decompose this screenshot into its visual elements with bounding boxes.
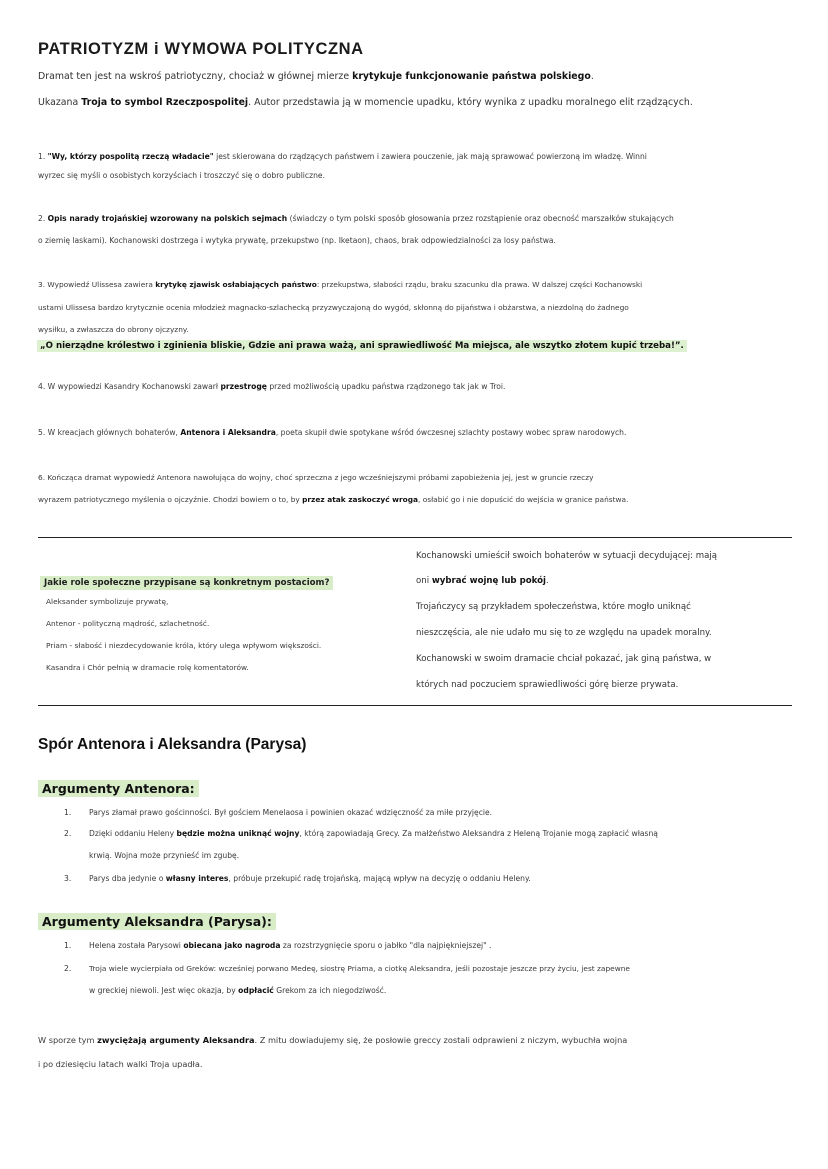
point-5 [38, 428, 626, 437]
right-note-line-1: Kochanowski umieścił swoich bohaterów w sytuacji decydującej: mają [416, 551, 718, 561]
argument-bold: własny interes [165, 874, 229, 883]
right-note-line-4: nieszczęścia, ale nie udało mu się to ze względu na upadek moralny. [416, 628, 712, 638]
highlighted-quote: „O nierządne królestwo i zginienia bliskie, Gdzie ani prawa ważą, ani sprawiedliwość Ma miejsca, ale wszytko złotem kupić trzeba!”. [37, 340, 687, 352]
page-title: PATRIOTYZM i WYMOWA POLITYCZNA [38, 40, 364, 58]
antenor-argument-2-cont: krwią. Wojna może przynieść im zgubę. [89, 851, 240, 860]
point-bold: Opis narady trojańskiej wzorowany na polskich sejmach [47, 214, 288, 223]
point-text: (świadczy o tym polski sposób głosowania przez rozstąpienie oraz obecność marszałków stukających [287, 214, 674, 223]
intro-line-1 [38, 71, 594, 82]
point-4 [38, 382, 505, 391]
argument-text: Parys dba jedynie o [89, 874, 166, 883]
point-bold: przestrogę [220, 382, 267, 391]
note-bold: wybrać wojnę lub pokój [431, 576, 546, 586]
conclusion-text: W sporze tym [38, 1035, 98, 1045]
antenor-arguments-title: Argumenty Antenora: [38, 780, 199, 797]
point-2-line-2: o ziemię laskami). Kochanowski dostrzega i wytyka prywatę, przekupstwo (np. Iketaon), chaos, brak odpowiedzialności za losy państwa. [38, 236, 556, 245]
right-note-line-5: Kochanowski w swoim dramacie chciał pokazać, jak giną państwa, w [416, 654, 712, 664]
antenor-argument-3 [89, 874, 531, 883]
right-note-line-3: Trojańczycy są przykładem społeczeństwa, które mogło uniknąć [416, 602, 691, 612]
point-text: jest skierowana do rządzących państwem i zawiera pouczenie, jak mają sprawować powierzoną im władzę. Winni [213, 152, 647, 161]
list-number: 3. [64, 874, 72, 883]
point-1-line-1 [38, 152, 647, 161]
intro-bold: Troja to symbol Rzeczpospolitej [81, 97, 249, 108]
point-1-line-2: wyrzec się myśli o osobistych korzyściach i troszczyć się o dobro publiczne. [38, 171, 325, 180]
point-text: wyrazem patriotycznego myślenia o ojczyźnie. Chodzi bowiem o to, by [38, 495, 303, 504]
point-label: 3. Wypowiedź Ulissesa zawiera [38, 280, 156, 289]
argument-bold: będzie można uniknąć wojny [176, 829, 300, 838]
roles-question: Jakie role społeczne przypisane są konkretnym postaciom? [40, 576, 333, 590]
argument-text: Dzięki oddaniu Heleny [89, 829, 177, 838]
point-text: 5. W kreacjach głównych bohaterów, [38, 428, 181, 437]
note-text: . [545, 576, 549, 586]
list-number: 2. [64, 964, 72, 973]
aleksander-argument-2: Troja wiele wycierpiała od Greków: wcześniej porwano Medeę, siostrę Priama, a ciotkę Aleksandra, jeśli pozostaje jeszcze przy życiu, jest zapewne [89, 964, 630, 973]
argument-bold: odpłacić [238, 986, 274, 995]
point-bold: Antenora i Aleksandra [180, 428, 276, 437]
intro-text: Ukazana [38, 97, 82, 108]
note-text: oni [416, 576, 432, 586]
divider-top [38, 537, 792, 538]
argument-text: w greckiej niewoli. Jest więc okazja, by [89, 986, 239, 995]
conclusion-bold: zwyciężają argumenty Aleksandra [97, 1035, 255, 1045]
argument-text: za rozstrzygnięcie sporu o jabłko "dla najpiękniejszej" . [280, 941, 492, 950]
point-6-line-1: 6. Kończąca dramat wypowiedź Antenora nawołująca do wojny, choć sprzeczna z jego wcześniejszymi próbami zapobieżenia jej, jest w gruncie rzeczy [38, 473, 594, 482]
argument-text: , którą zapowiadają Grecy. Za małżeństwo Aleksandra z Heleną Trojanie mogą zapłacić własną [299, 829, 658, 838]
conclusion-line-1 [38, 1035, 627, 1045]
conclusion-text: . Z mitu dowiadujemy się, że posłowie greccy zostali odprawieni z niczym, wybuchła wojna [254, 1035, 628, 1045]
point-bold: "Wy, którzy pospolitą rzeczą władacie" [47, 152, 214, 161]
divider-bottom [38, 705, 792, 706]
aleksander-arguments-title: Argumenty Aleksandra (Parysa): [38, 913, 276, 930]
list-number: 1. [64, 808, 72, 817]
point-3-line-2: ustami Ulissesa bardzo krytycznie ocenia młodzież magnacko-szlachecką przyzwyczajoną do wygód, skłonną do pijaństwa i obżarstwa, a niezdolną do żadnego [38, 303, 629, 312]
point-text: : przekupstwa, słabości rządu, braku szacunku dla prawa. W dalszej części Kochanowski [316, 280, 643, 289]
argument-text: Grekom za ich niegodziwość. [273, 986, 387, 995]
argument-text: Helena została Parysowi [89, 941, 184, 950]
intro-text: . [590, 71, 594, 82]
list-number: 2. [64, 829, 72, 838]
intro-text: Dramat ten jest na wskroś patriotyczny, chociaż w głównej mierze [38, 71, 353, 82]
point-text: , poeta skupił dwie spotykane wśród ówczesnej szlachty postawy wobec spraw narodowych. [275, 428, 627, 437]
intro-bold: krytykuje funkcjonowanie państwa polskiego [352, 71, 591, 82]
intro-line-2 [38, 97, 693, 108]
point-text: 4. W wypowiedzi Kasandry Kochanowski zawarł [38, 382, 221, 391]
antenor-argument-2 [89, 829, 658, 838]
point-label: 1. [38, 152, 48, 161]
point-2-line-1 [38, 214, 674, 223]
intro-text: . Autor przedstawia ją w momencie upadku, który wynika z upadku moralnego elit rządzących. [248, 97, 693, 108]
antenor-argument-1: Parys złamał prawo gościnności. Był gościem Menelaosa i powinien okazać wdzięczność za miłe przyjęcie. [89, 808, 493, 817]
roles-line: Kasandra i Chór pełnią w dramacie rolę komentatorów. [46, 663, 249, 672]
point-bold: przez atak zaskoczyć wroga [302, 495, 419, 504]
conclusion-line-2: i po dziesięciu latach walki Troja upadła. [38, 1059, 203, 1069]
point-text: , osłabić go i nie dopuścić do wejścia w granice państwa. [418, 495, 629, 504]
roles-line: Aleksander symbolizuje prywatę, [46, 597, 169, 606]
point-bold: krytykę zjawisk osłabiających państwo [155, 280, 317, 289]
aleksander-argument-2-cont [89, 986, 386, 995]
point-3-line-3: wysiłku, a zwłaszcza do obrony ojczyzny. [38, 325, 189, 334]
right-note-line-2 [416, 576, 549, 586]
roles-line: Priam - słabość i niezdecydowanie króla, który ulega wpływom większości. [46, 641, 322, 650]
section-title: Spór Antenora i Aleksandra (Parysa) [38, 736, 307, 753]
argument-text: , próbuje przekupić radę trojańską, mającą wpływ na decyzję o oddaniu Heleny. [228, 874, 531, 883]
aleksander-argument-1 [89, 941, 491, 950]
roles-line: Antenor - polityczną mądrość, szlachetność. [46, 619, 210, 628]
point-text: przed możliwością upadku państwa rządzonego tak jak w Troi. [266, 382, 506, 391]
right-note-line-6: których nad poczuciem sprawiedliwości górę bierze prywata. [416, 680, 679, 690]
argument-bold: obiecana jako nagroda [183, 941, 281, 950]
point-3-line-1 [38, 280, 642, 289]
point-label: 2. [38, 214, 48, 223]
list-number: 1. [64, 941, 72, 950]
point-6-line-2 [38, 495, 628, 504]
